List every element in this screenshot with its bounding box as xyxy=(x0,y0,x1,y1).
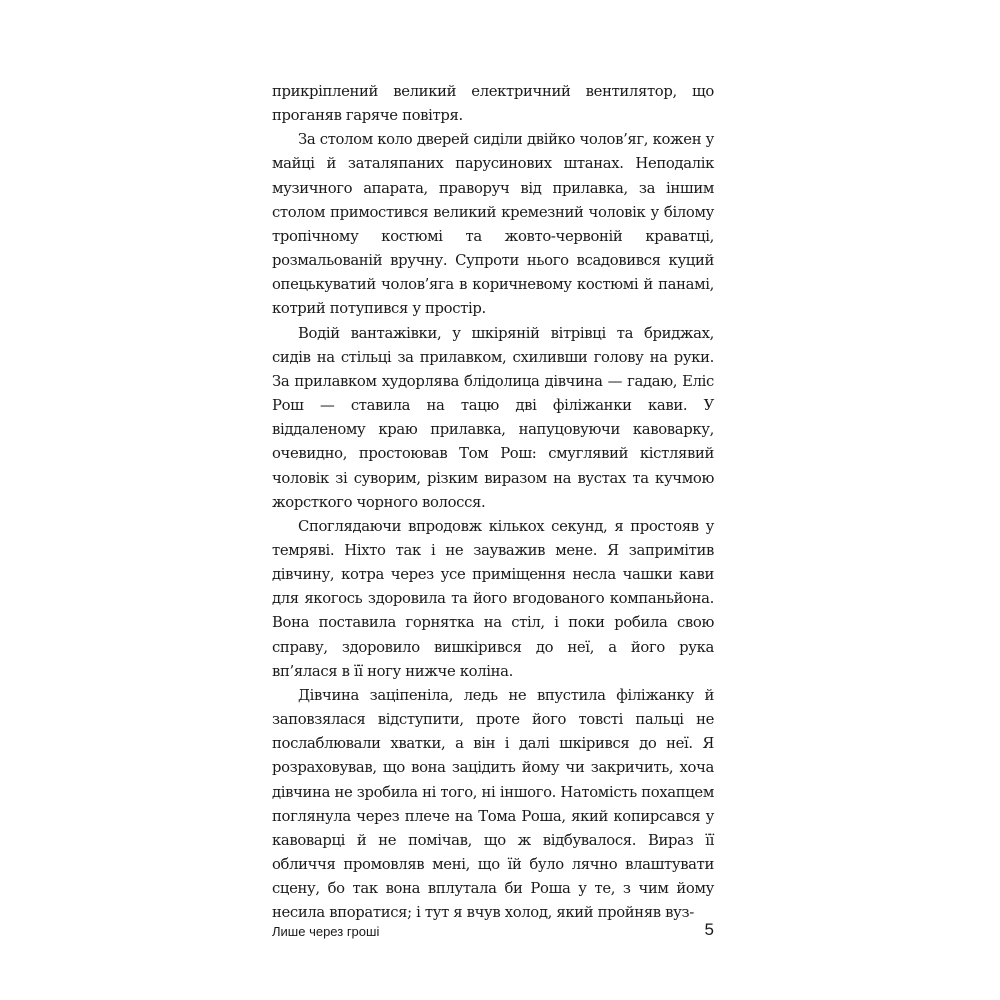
paragraph-3: Водій вантажівки, у шкіряній вітрівці та бриджах, сидів на стільці за прилавком, схиливши голову на руки. За прилавком худорлява блідолица дівчина — гадаю, Еліс Рош — ставила на тацю дві філіжанки кави. У віддаленому краю прилавка, напуцовуючи кавоварку, очевидно, простоював Том Рош: смуглявий кістлявий чоловік зі суворим, різким виразом на вустах та кучмою жорсткого чорного волосся. xyxy=(272,324,714,511)
paragraph-2: За столом коло дверей сиділи двійко чолов’яг, кожен у майці й заталяпаних парусинових штанах. Неподалік музичного апарата, праворуч від прилавка, за іншим столом примостився великий кремезний чоловік у білому тропічному костюмі та жовто-червоній краватці, розмальованій вручну. Супроти нього всадовився куций опецькуватий чолов’яга в коричневому костюмі й панамі, котрий потупився у простір. xyxy=(272,131,714,318)
page-body xyxy=(272,80,714,950)
paragraph-4: Споглядаючи впродовж кількох секунд, я простояв у темряві. Ніхто так і не зауважив мене. Я запримітив дівчину, котра через усе приміщення несла чашки кави для якогось здоровила та його вгодованого компаньйона. Вона поставила горнятка на стіл, і поки робила свою справу, здоровило вишкірився до неї, а його рука вп’ялася в її ногу нижче коліна. xyxy=(272,517,714,680)
body-text xyxy=(272,80,714,925)
running-title: Лише через гроші xyxy=(272,924,380,939)
page-number: 5 xyxy=(704,920,714,939)
paragraph-5: Дівчина заціпеніла, ледь не впустила філіжанку й заповзялася відступити, проте його товсті пальці не послаблювали хватки, а він і далі шкірився до неї. Я розраховував, що вона зацідить йому чи закричить, хоча дівчина не зробила ні того, ні іншого. Натомість похапцем поглянула через плече на Тома Роша, який копирсався у кавоварці й не помічав, що ж відбувалося. Вираз її обличчя промовляв мені, що їй було лячно влаштувати сцену, бо так вона вплутала би Роша у те, з чим йому несила впоратися; і тут я вчув холод, який пройняв вуз- xyxy=(272,686,714,922)
page-footer xyxy=(272,920,714,944)
paragraph-1: прикріплений великий електричний вентилятор, що проганяв гаряче повітря. xyxy=(272,83,714,125)
